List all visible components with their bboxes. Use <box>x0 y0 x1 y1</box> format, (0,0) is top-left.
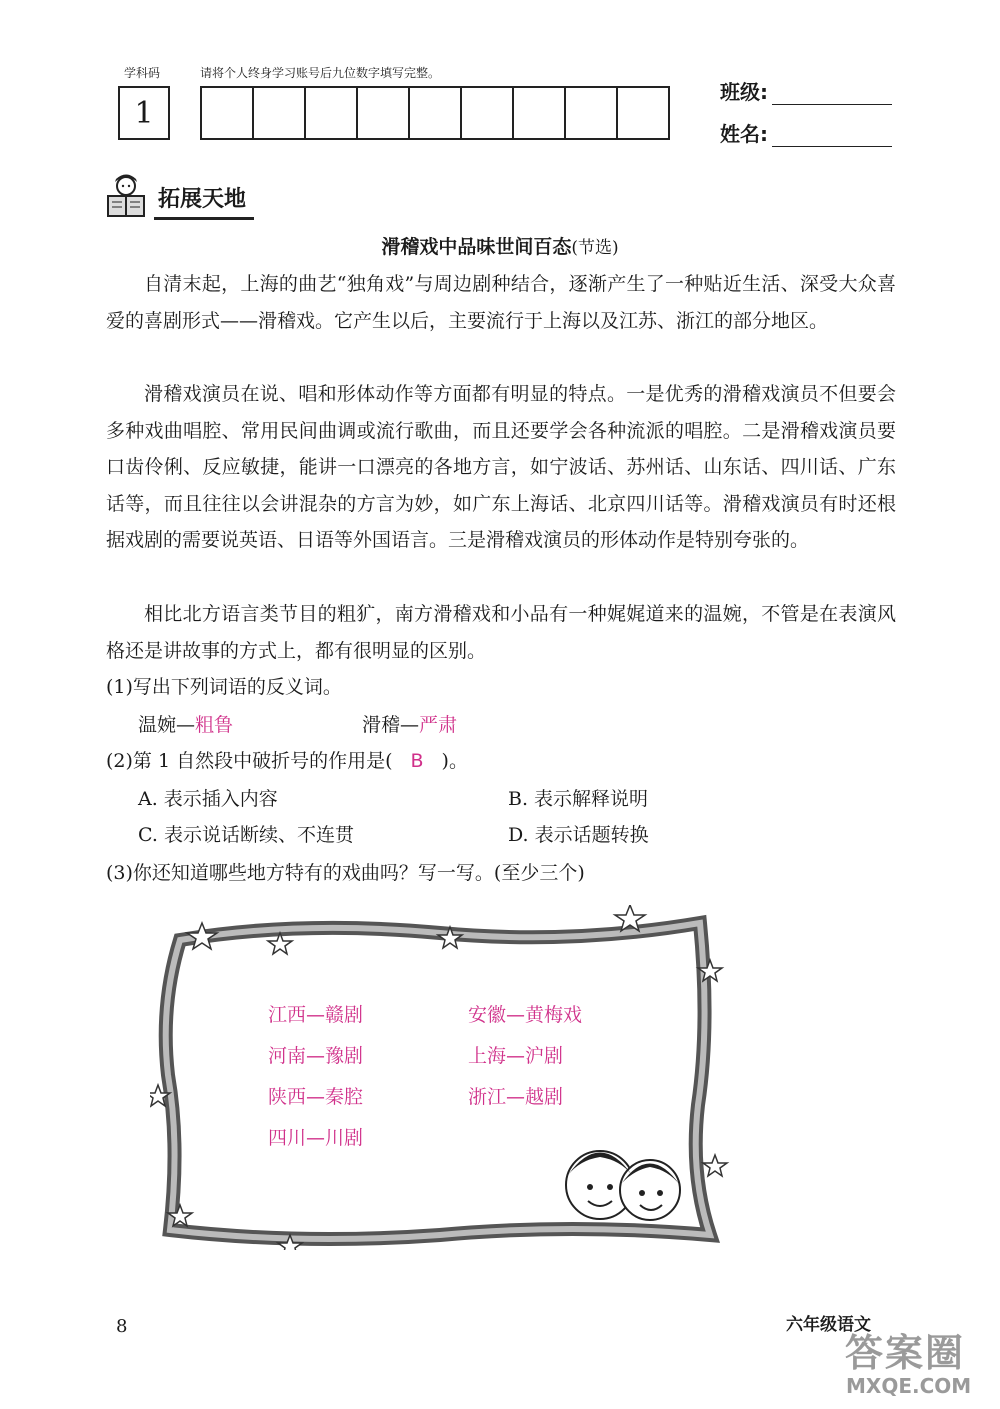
question-1-pair-1 <box>138 710 233 737</box>
question-3-prompt: (3)你还知道哪些地方特有的戏曲吗？写一写。(至少三个) <box>106 862 585 884</box>
class-field <box>720 76 892 105</box>
question-3-answers <box>268 1000 668 1150</box>
section-heading <box>100 172 254 220</box>
question-2-prompt <box>106 746 468 773</box>
digit-cell[interactable] <box>200 86 254 140</box>
name-field <box>720 118 892 147</box>
article-paragraph-1: 自清末起，上海的曲艺“独角戏”与周边剧种结合，逐渐产生了一种贴近生活、深受大众喜爱的喜剧形式——滑稽戏。它产生以后，主要流行于上海以及江苏、浙江的部分地区。 <box>106 273 896 332</box>
question-2-option-a: A. 表示插入内容 <box>138 788 278 810</box>
student-reading-icon <box>100 172 150 220</box>
article-title-suffix: (节选) <box>571 238 619 258</box>
question-1-answer-1: 粗鲁 <box>195 714 234 736</box>
digit-cell[interactable] <box>408 86 462 140</box>
question-1-word-1: 温婉— <box>138 714 196 736</box>
digit-cell[interactable] <box>564 86 618 140</box>
question-3-answer: 浙江—越剧 <box>468 1086 564 1108</box>
digit-cell[interactable] <box>252 86 306 140</box>
question-3-answer: 河南—豫剧 <box>268 1045 364 1067</box>
article-title <box>0 232 1000 259</box>
question-2-option-b: B. 表示解释说明 <box>508 788 649 810</box>
page-number: 8 <box>116 1316 128 1337</box>
digit-cell[interactable] <box>356 86 410 140</box>
digit-cell[interactable] <box>512 86 566 140</box>
question-2-answer: B <box>410 750 424 772</box>
account-digit-cells <box>200 86 668 140</box>
digit-cell[interactable] <box>304 86 358 140</box>
digit-cell[interactable] <box>460 86 514 140</box>
article-paragraph-3: 相比北方语言类节目的粗犷，南方滑稽戏和小品有一种娓娓道来的温婉，不管是在表演风格还是讲故事的方式上，都有很明显的区别。 <box>106 603 896 662</box>
smiling-kids-icon <box>566 1151 680 1220</box>
class-input-line[interactable] <box>772 86 892 105</box>
question-2-prompt-before: (2)第 1 自然段中破折号的作用是( <box>106 750 393 772</box>
question-2-option-d: D. 表示话题转换 <box>508 824 649 846</box>
question-2-option-c: C. 表示说话断续、不连贯 <box>138 824 354 846</box>
question-3-answer: 陕西—秦腔 <box>268 1086 364 1108</box>
section-title: 拓展天地 <box>154 182 254 220</box>
name-label: 姓名: <box>720 122 768 146</box>
grade-subject-label: 六年级语文 <box>786 1315 871 1335</box>
name-input-line[interactable] <box>772 128 892 147</box>
question-1-word-2: 滑稽— <box>362 714 420 736</box>
question-3-answer: 安徽—黄梅戏 <box>468 1004 583 1026</box>
class-label: 班级: <box>720 80 768 104</box>
question-3-answer: 上海—沪剧 <box>468 1045 564 1067</box>
question-1-prompt: (1)写出下列词语的反义词。 <box>106 676 342 698</box>
article-paragraph-2: 滑稽戏演员在说、唱和形体动作等方面都有明显的特点。一是优秀的滑稽戏演员不但要会多种戏曲唱腔、常用民间曲调或流行歌曲，而且还要学会各种流派的唱腔。二是滑稽戏演员要口齿伶俐、反应敏捷，能讲一口漂亮的各地方言，如宁波话、苏州话、山东话、四川话、广东话等，而且往往以会讲混杂的方言为妙，如广东上海话、北京四川话等。滑稽戏演员有时还根据戏剧的需要说英语、日语等外国语言。三是滑稽戏演员的形体动作是特别夸张的。 <box>106 383 896 551</box>
question-3-answer: 江西—赣剧 <box>268 1004 364 1026</box>
watermark-logo: 答案圈 <box>845 1331 966 1375</box>
watermark-url: MXQE.COM <box>846 1374 972 1398</box>
subject-code-box: 1 <box>118 86 170 140</box>
question-2-prompt-after: )。 <box>441 750 468 772</box>
digit-cell[interactable] <box>616 86 670 140</box>
question-3-answer: 四川—川剧 <box>268 1127 364 1149</box>
subject-code-label: 学科码 <box>124 66 161 80</box>
question-1-answer-2: 严肃 <box>419 714 458 736</box>
question-1-pair-2 <box>362 710 457 737</box>
article-title-text: 滑稽戏中品味世间百态 <box>381 236 572 258</box>
account-instruction: 请将个人终身学习账号后九位数字填写完整。 <box>200 66 441 80</box>
